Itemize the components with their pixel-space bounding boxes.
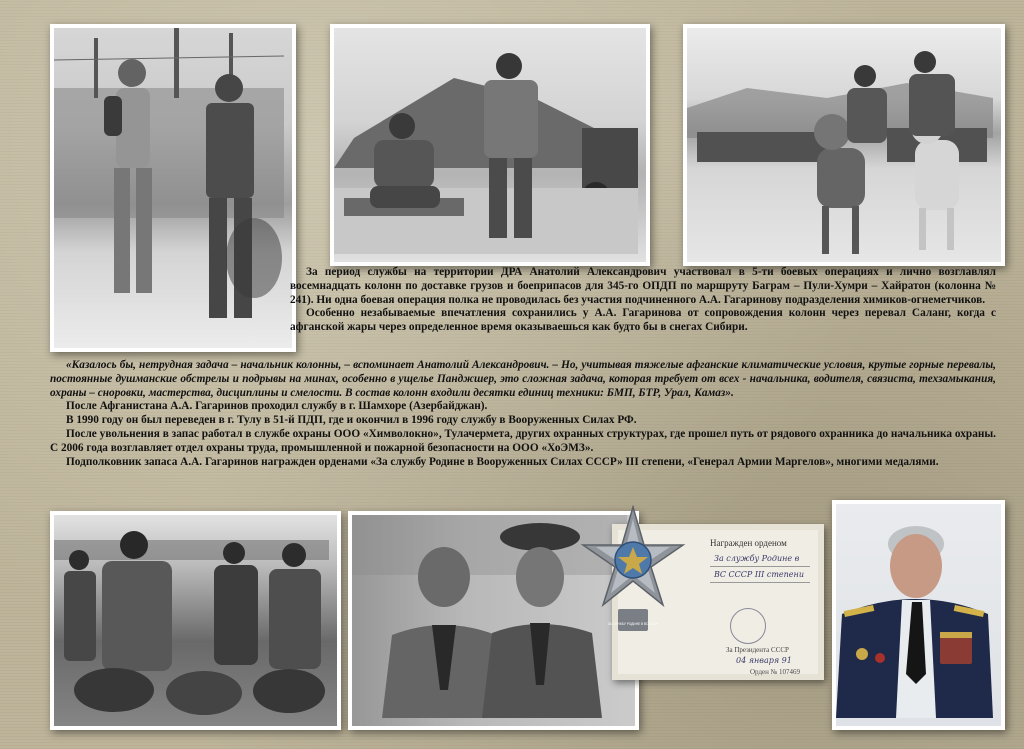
donkeys-scene [687,28,993,254]
photo-portrait-officer [832,500,1005,730]
award-signature-caption: За Президента СССР [726,646,789,654]
paragraph-shamkhor: После Афганистана А.А. Гагаринов проходил службу в г. Шамхоре (Азербайджан). [66,400,488,413]
award-order-line-2: ВС СССР III степени [714,570,804,579]
award-date: 04 января 91 [736,656,792,665]
paragraph-combat-operations: За период службы на территории ДРА Анатолий Александрович участвовал в 5-ти боевых операциях и лично возглавлял восемнадцать колонн по доставке грузов и боеприпасов для 345-го ОПДП по маршруту Баграм – Пули-Хумри – Хайратон (колонна № 241). Ни одна боевая операция полка не проводилась без участия подчиненного А.А. Гагаринову подразделения химиков-огнеметчиков. [290,266,996,306]
award-stamp [730,608,766,644]
truck-scene [334,28,638,254]
medal-inscription: ЗА СЛУЖБУ РОДИНЕ В ВС СССР [607,622,659,626]
soldiers-figures [54,28,284,340]
group-scene [54,515,329,718]
photo-soldiers-on-donkeys [683,24,1005,266]
award-order-line-1: За службу Родине в [714,554,800,563]
paragraph-quote: «Казалось бы, нетрудная задача – начальник колонны, – вспоминает Анатолий Александрович. – Но, учитывая тяжелые афганские климатические условия, крутые горные перевалы, постоянные душманские обстрелы и подрывы на минах, особенно в ущелье Панджшер, это сложная задача, которая требует от всех - начальника, водителя, связиста, техзамыкания, охраны – сноровки, мастерства, дисциплины и смелости. В состав колонн входили десятки единиц техники: БМП, БТР, Урал, Камаз». [50,359,996,399]
text-top-block [290,266,996,335]
photo-group-of-soldiers [50,511,341,730]
paragraph-awards: Подполковник запаса А.А. Гагаринов награжден орденами «За службу Родине в Вооруженных Силах СССР» III степени, «Генерал Армии Маргелов», многими медалями. [66,455,939,468]
portrait-scene [836,504,993,718]
paragraph-salang-pass: Особенно незабываемые впечатления сохранились у А.А. Гагаринова от сопровождения колонн через перевал Саланг, когда с афганской жары через определенное время оказываешься как будто бы в снегах Сибири. [290,307,996,334]
award-certificate-header: Награжден орденом [710,538,787,548]
order-star-medal [578,505,688,635]
paragraph-tula: В 1990 году он был переведен в г. Тулу в 51-й ПДП, где и окончил в 1996 году службу в Вооруженных Силах РФ. [66,414,637,427]
photo-two-soldiers-standing [50,24,296,352]
photo-soldiers-near-truck [330,24,650,266]
paragraph-security-career: После увольнения в запас работал в службе охраны ООО «Химволокно», Тулачермета, других охранных структурах, где прошел путь от рядового охранника до начальника охраны. С 2006 года возглавляет отдел охраны труда, промышленной и пожарной безопасности на ООО «ХоЭМЗ». [50,427,996,454]
text-full-block [50,359,996,469]
award-number: Орден № 107469 [750,668,801,676]
